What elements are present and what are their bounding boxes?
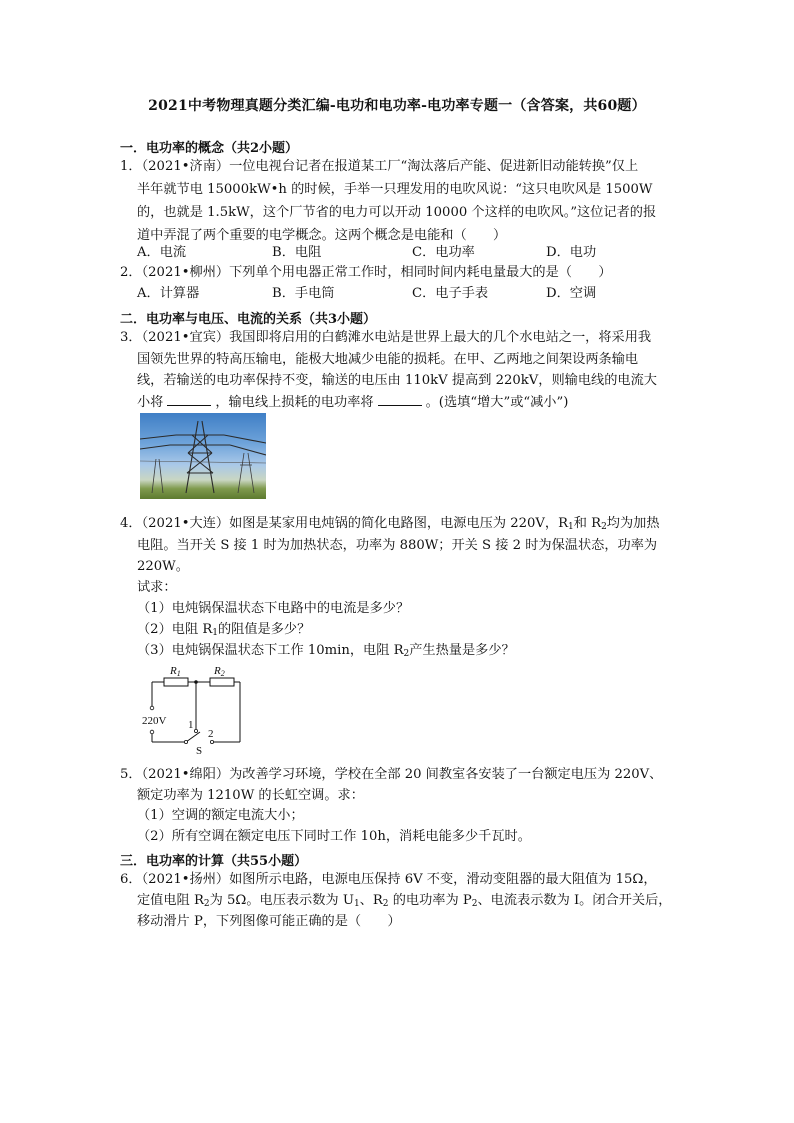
q4-sub3-sub: 2 xyxy=(403,649,410,659)
q4-text-a: 4．（2021•大连）如图是某家用电炖锅的简化电路图，电源电压为 220V，R xyxy=(120,516,569,531)
q4-sub-question-1: （1）电炖锅保温状态下电路中的电流是多少？ xyxy=(137,601,410,616)
voltage-label: 220V xyxy=(142,715,167,727)
q6-line-3: 移动滑片 P，下列图像可能正确的是（ ） xyxy=(137,914,401,929)
q5-sub-question-1: （1）空调的额定电流大小； xyxy=(137,808,304,823)
circuit-diagram xyxy=(138,660,248,756)
q4-line-3: 220W。 xyxy=(137,559,189,574)
q6-text-e: 、R xyxy=(359,893,383,908)
q2-line-1: 2．（2021•柳州）下列单个用电器正常工作时，相同时间内耗电量最大的是（ ） xyxy=(120,265,612,280)
q1-option-d: D．电功 xyxy=(546,245,597,260)
q4-sub-r2: 2 xyxy=(601,522,607,532)
q6-line-1: 6．（2021•扬州）如图所示电路，电源电压保持 6V 不变，滑动变阻器的最大阻值为 15Ω， xyxy=(120,872,657,887)
r2-label: R2 xyxy=(214,665,225,678)
q4-sub-question-2 xyxy=(137,620,310,643)
q1-options xyxy=(137,243,677,263)
q6-sub-d: 1 xyxy=(353,899,360,909)
q3-blank-1[interactable] xyxy=(167,392,211,406)
q2-option-d: D．空调 xyxy=(546,286,597,301)
q1-option-b: B．电阻 xyxy=(272,245,322,260)
r1-label: R1 xyxy=(170,665,181,678)
q3-text-c: 。(选填“增大”或“减小”) xyxy=(425,395,569,410)
q6-text-c: 为 5Ω。电压表示数为 U xyxy=(209,893,354,908)
q1-line-2: 半年就节电 15000kW•h 的时候，手举一只理发用的电吹风说：“这只电吹风是 1500W xyxy=(137,182,653,197)
q4-text-c: 和 R xyxy=(573,516,602,531)
q1-line-4: 道中弄混了两个重要的电学概念。这两个概念是电能和（ ） xyxy=(137,228,507,243)
q5-line-1: 5．（2021•绵阳）为改善学习环境，学校在全部 20 间教室各安装了一台额定电压为 220V、 xyxy=(120,767,663,782)
q2-options xyxy=(137,284,677,304)
q1-line-3: 的，也就是 1.5kW，这个厂节省的电力可以开动 10000 个这样的电吹风。”这位记者的报 xyxy=(137,205,657,220)
q3-line-2: 国领先世界的特高压输电，能极大地减少电能的损耗。在甲、乙两地之间架设两条输电 xyxy=(137,352,639,367)
resistor-r2-icon xyxy=(210,678,234,686)
q3-line-4 xyxy=(137,392,568,413)
q1-option-a: A．电流 xyxy=(137,245,187,260)
power-tower-photo xyxy=(140,413,266,499)
q3-blank-2[interactable] xyxy=(378,392,422,406)
section-heading-3: 三．电功率的计算（共55小题） xyxy=(120,854,308,869)
terminal-1-label: 1 xyxy=(188,719,194,731)
q6-sub-h: 2 xyxy=(471,899,478,909)
q2-option-a: A．计算器 xyxy=(137,286,200,301)
q6-text-a: 定值电阻 R xyxy=(137,893,204,908)
section-heading-2: 二．电功率与电压、电流的关系（共3小题） xyxy=(120,312,377,327)
q6-sub-f: 2 xyxy=(382,899,389,909)
q4-line-1 xyxy=(120,514,660,537)
q1-line-1: 1．（2021•济南）一位电视台记者在报道某工厂“淘汰落后产能、促进新旧动能转换”仅上 xyxy=(120,159,639,174)
q6-text-g: 的电功率为 P xyxy=(388,893,472,908)
switch-label: S xyxy=(196,745,203,756)
q5-sub-question-2: （2）所有空调在额定电压下同时工作 10h，消耗电能多少千瓦时。 xyxy=(137,829,531,844)
q1-option-c: C．电功率 xyxy=(412,245,475,260)
q4-sub2-text-c: 的阻值是多少？ xyxy=(218,622,311,637)
q3-line-1: 3．（2021•宜宾）我国即将启用的白鹤滩水电站是世界上最大的几个水电站之一，将采用我 xyxy=(120,330,652,345)
q3-text-a: 小将 xyxy=(137,395,164,410)
q6-sub-b: 2 xyxy=(203,899,210,909)
q4-sub2-sub: 1 xyxy=(212,628,218,638)
q4-sub2-text-a: （2）电阻 R xyxy=(137,622,213,637)
q4-sub3-text-a: （3）电炖锅保温状态下工作 10min，电阻 R xyxy=(137,643,404,658)
document-title: 2021中考物理真题分类汇编-电功和电功率-电功率专题一（含答案，共60题） xyxy=(148,98,646,114)
q4-line-4: 试求： xyxy=(137,580,177,595)
section-heading-1: 一．电功率的概念（共2小题） xyxy=(120,141,299,156)
q6-line-2 xyxy=(137,891,672,914)
q3-line-3: 线，若输送的电功率保持不变，输送的电压由 110kV 提高到 220kV，则输电线的电流大 xyxy=(137,373,657,388)
q4-line-2: 电阻。当开关 S 接 1 时为加热状态，功率为 880W；开关 S 接 2 时为保温状态，功率为 xyxy=(137,538,658,553)
q2-option-c: C．电子手表 xyxy=(412,286,489,301)
q4-text-e: 均为加热 xyxy=(606,516,660,531)
q4-sub-r1: 1 xyxy=(568,522,574,532)
q4-sub3-text-c: 产生热量是多少？ xyxy=(409,643,515,658)
transmission-tower-icon xyxy=(140,413,266,499)
q6-text-i: 、电流表示数为 I。闭合开关后， xyxy=(477,893,672,908)
switch-blade-icon xyxy=(186,732,200,742)
q2-option-b: B．手电筒 xyxy=(272,286,335,301)
resistor-r1-icon xyxy=(164,678,188,686)
terminal-2-label: 2 xyxy=(208,728,214,740)
q5-line-2: 额定功率为 1210W 的长虹空调。求： xyxy=(137,788,364,803)
q3-text-b: ，输电线上损耗的电功率将 xyxy=(215,395,374,410)
